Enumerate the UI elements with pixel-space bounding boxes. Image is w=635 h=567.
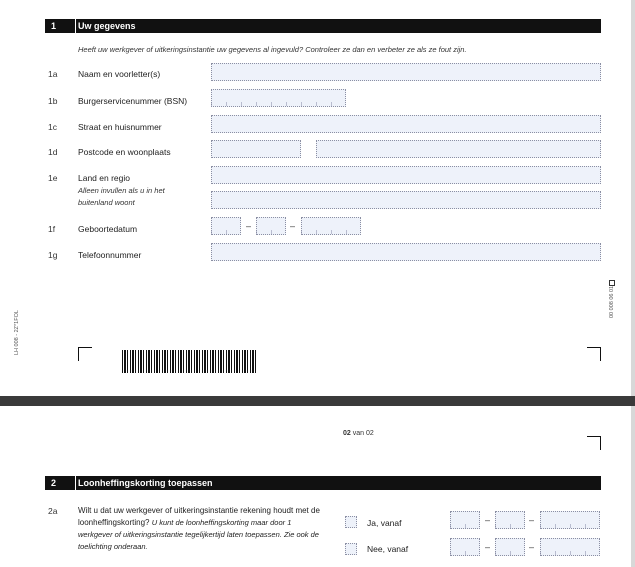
question-label-1e: Land en regio <box>78 173 130 183</box>
postcode-field[interactable] <box>211 140 301 158</box>
section-1-number: 1 <box>51 21 57 31</box>
birth-month-field[interactable] <box>256 217 286 235</box>
question-number-1c: 1c <box>48 122 57 132</box>
page-separator: van <box>352 430 365 437</box>
birth-day-field[interactable] <box>211 217 241 235</box>
name-field[interactable] <box>211 63 601 81</box>
question-number-1d: 1d <box>48 147 58 157</box>
page-current: 02 <box>343 430 351 437</box>
section-1-title: Uw gegevens <box>78 21 136 31</box>
section-2-number: 2 <box>51 478 57 488</box>
option-label-ja: Ja, vanaf <box>367 518 402 528</box>
question-2a-text: Wilt u dat uw werkgever of uitkeringsinstantie rekening houdt met de loonheffingskorting? <box>78 506 320 527</box>
nee-month-field[interactable] <box>495 538 525 556</box>
question-label-1g: Telefoonnummer <box>78 250 142 260</box>
phone-field[interactable] <box>211 243 601 261</box>
nee-day-field[interactable] <box>450 538 480 556</box>
date-separator: – <box>485 515 491 525</box>
question-note-1e: Alleen invullen als u in het buitenland woont <box>78 186 165 207</box>
checkbox-nee[interactable] <box>345 543 357 555</box>
region-field[interactable] <box>211 191 601 209</box>
section-2-header <box>45 476 601 490</box>
form-code-right: 00 008 06 01 <box>609 285 615 318</box>
question-label-1a: Naam en voorletter(s) <box>78 69 161 79</box>
ja-day-field[interactable] <box>450 511 480 529</box>
section-1-intro: Heeft uw werkgever of uitkeringsinstantie uw gegevens al ingevuld? Controleer ze dan en verbeter ze als ze fout zijn. <box>78 45 467 54</box>
section-2-title: Loonheffingskorting toepassen <box>78 478 213 488</box>
header-divider <box>75 19 76 33</box>
date-separator: – <box>529 542 535 552</box>
option-label-nee: Nee, vanaf <box>367 544 409 554</box>
city-field[interactable] <box>316 140 601 158</box>
corner-mark-top-left <box>78 347 92 361</box>
page-edge <box>631 0 635 567</box>
nee-year-field[interactable] <box>540 538 600 556</box>
checkbox-ja[interactable] <box>345 516 357 528</box>
question-label-1b: Burgerservicenummer (BSN) <box>78 96 188 106</box>
question-2a <box>78 505 328 553</box>
question-label-1c: Straat en huisnummer <box>78 122 162 132</box>
date-separator: – <box>290 221 296 231</box>
question-label-1d: Postcode en woonplaats <box>78 147 171 157</box>
page-number <box>343 430 374 437</box>
question-2a-note: U kunt de loonheffingskorting maar door 1 werkgever of uitkeringsinstantie tegelijkertijd laten toepassen. Zie ook de toelichting onderaan. <box>78 518 319 551</box>
birth-year-field[interactable] <box>301 217 361 235</box>
barcode <box>122 350 258 373</box>
page-total: 02 <box>366 430 374 437</box>
ja-month-field[interactable] <box>495 511 525 529</box>
street-field[interactable] <box>211 115 601 133</box>
section-1-header <box>45 19 601 33</box>
date-separator: – <box>246 221 252 231</box>
question-number-1a: 1a <box>48 69 58 79</box>
country-field[interactable] <box>211 166 601 184</box>
date-separator: – <box>529 515 535 525</box>
question-number-1g: 1g <box>48 250 58 260</box>
question-number-2a: 2a <box>48 506 58 516</box>
ja-year-field[interactable] <box>540 511 600 529</box>
form-code-left: LH 008 - 2Z*1FOL <box>14 310 20 355</box>
date-separator: – <box>485 542 491 552</box>
page-break <box>0 396 635 406</box>
bsn-field[interactable] <box>211 89 346 107</box>
question-number-1b: 1b <box>48 96 58 106</box>
corner-mark-top-right <box>587 347 601 361</box>
question-number-1e: 1e <box>48 173 58 183</box>
question-number-1f: 1f <box>48 224 56 234</box>
header-divider <box>75 476 76 490</box>
corner-mark-top-right <box>587 436 601 450</box>
question-label-1f: Geboortedatum <box>78 224 138 234</box>
